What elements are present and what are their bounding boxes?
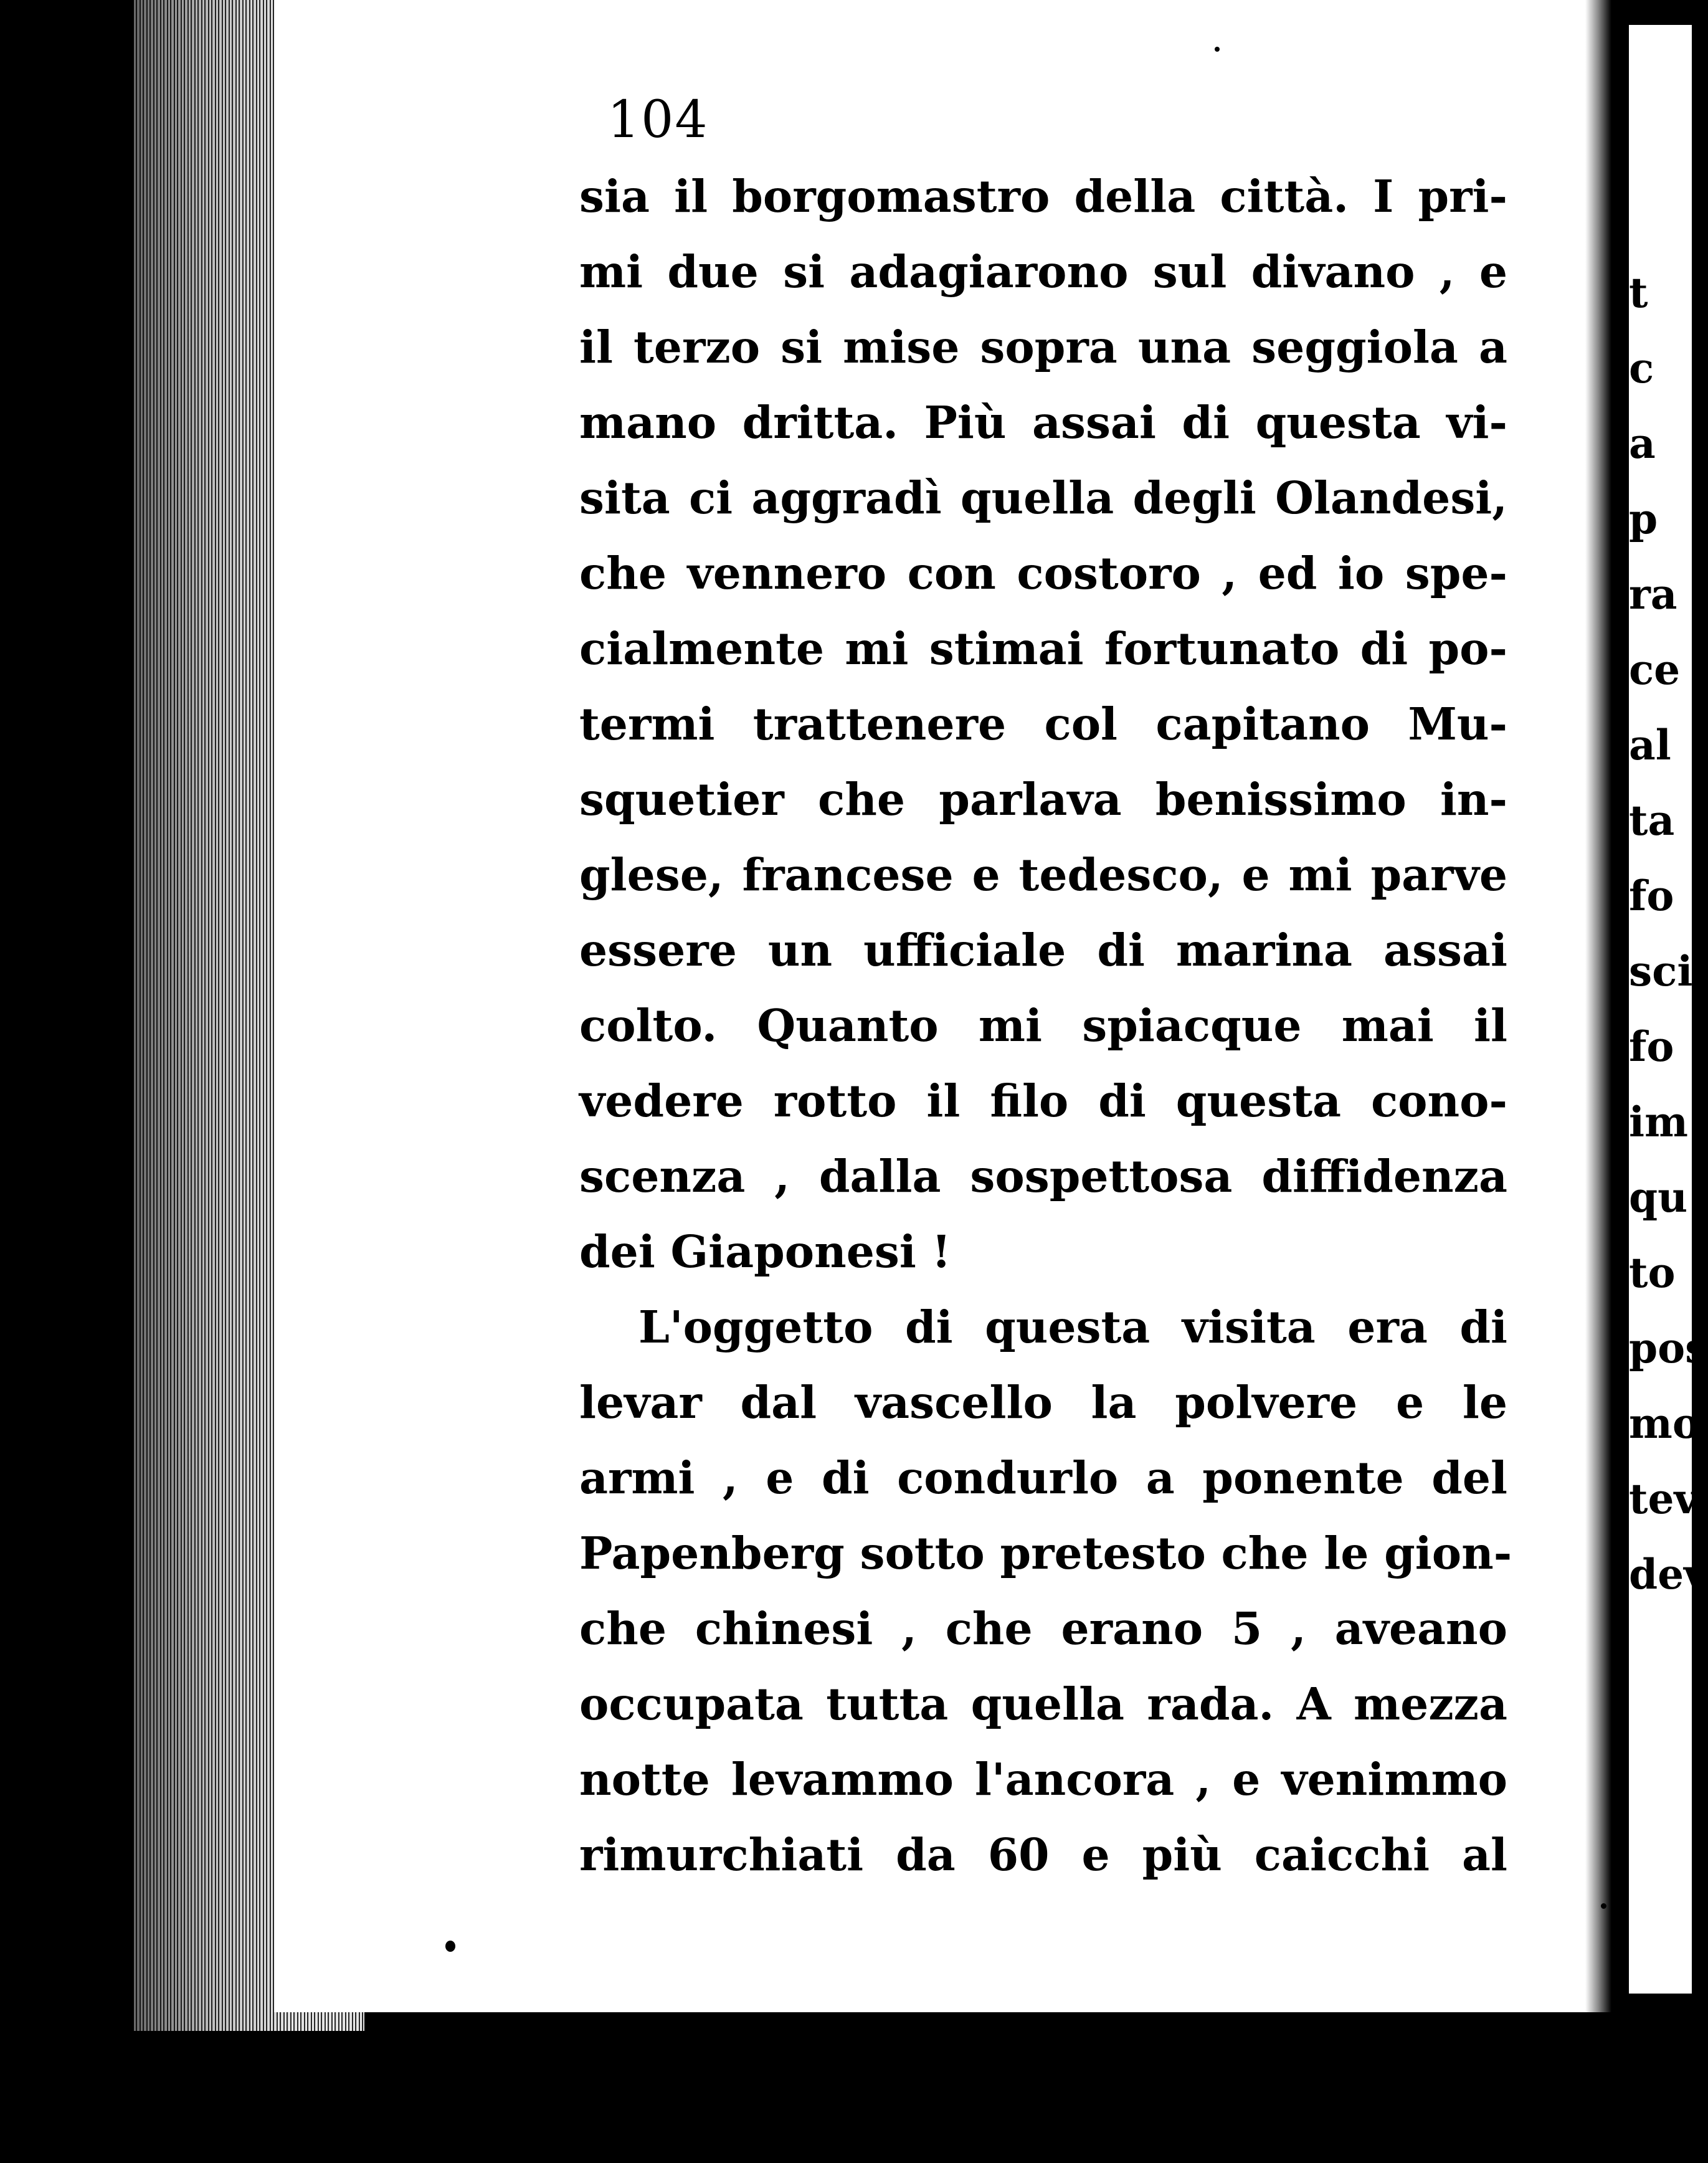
fragment: t <box>1629 269 1648 317</box>
text-line: essere un ufficiale di marina assai <box>579 924 1507 976</box>
body-text <box>579 159 1512 1893</box>
facing-page-sliver <box>1629 25 1708 1994</box>
text-line: dei Giaponesi ! <box>579 1225 951 1278</box>
fragment: fo <box>1629 872 1674 920</box>
ink-speck <box>1601 1903 1606 1909</box>
fragment: mo <box>1629 1399 1700 1448</box>
text-line: Papenberg sotto pretesto che le gion- <box>579 1527 1512 1579</box>
text-line: squetier che parlava benissimo in- <box>579 773 1507 825</box>
text-line: che chinesi , che erano 5 , aveano <box>579 1602 1507 1655</box>
fragment: ra <box>1629 570 1677 619</box>
fragment: im <box>1629 1098 1688 1146</box>
fragment: a <box>1629 419 1656 468</box>
text-line: armi , e di condurlo a ponente del <box>579 1452 1507 1504</box>
text-line: il terzo si mise sopra una seggiola a <box>579 321 1507 373</box>
fragment: al <box>1629 721 1671 769</box>
fragment: p <box>1629 495 1658 543</box>
book-gutter <box>1585 0 1629 2012</box>
text-line: sia il borgomastro della città. I pri- <box>579 170 1507 222</box>
fragment: dev <box>1629 1550 1708 1599</box>
fragment: to <box>1629 1248 1676 1297</box>
fragment: fo <box>1629 1022 1674 1071</box>
text-line: sita ci aggradì quella degli Olandesi, <box>579 472 1507 524</box>
text-line: mi due si adagiarono sul divano , e <box>579 245 1507 298</box>
page-number: 104 <box>607 90 709 150</box>
text-line: cialmente mi stimai fortunato di po- <box>579 622 1507 675</box>
text-line: rimurchiati da 60 e più caicchi al <box>579 1828 1507 1881</box>
fragment: ta <box>1629 796 1675 845</box>
facing-page-fragments <box>1629 255 1708 1612</box>
ink-speck <box>1215 47 1220 52</box>
text-line: colto. Quanto mi spiacque mai il <box>579 999 1507 1052</box>
text-line: vedere rotto il filo di questa cono- <box>579 1075 1507 1127</box>
text-line: scenza , dalla sospettosa diffidenza <box>579 1150 1507 1202</box>
text-line: occupata tutta quella rada. A mezza <box>579 1678 1507 1730</box>
fragment: qu <box>1629 1173 1688 1222</box>
text-line: mano dritta. Più assai di questa vi- <box>579 396 1507 449</box>
text-line: notte levammo l'ancora , e venimmo <box>579 1753 1507 1805</box>
paragraph-first-line: L'oggetto di questa visita era di <box>638 1301 1507 1353</box>
fragment: pos <box>1629 1324 1708 1372</box>
fragment: c <box>1629 344 1654 392</box>
text-line: che vennero con costoro , ed io spe- <box>579 547 1507 599</box>
text-line: glese, francese e tedesco, e mi parve <box>579 849 1507 901</box>
fragment: ce <box>1629 645 1681 694</box>
fragment: sci <box>1629 947 1693 996</box>
fragment: tev <box>1629 1475 1698 1523</box>
ink-speck <box>445 1941 455 1952</box>
text-line: termi trattenere col capitano Mu- <box>579 698 1507 750</box>
text-line: levar dal vascello la polvere e le <box>579 1376 1507 1429</box>
